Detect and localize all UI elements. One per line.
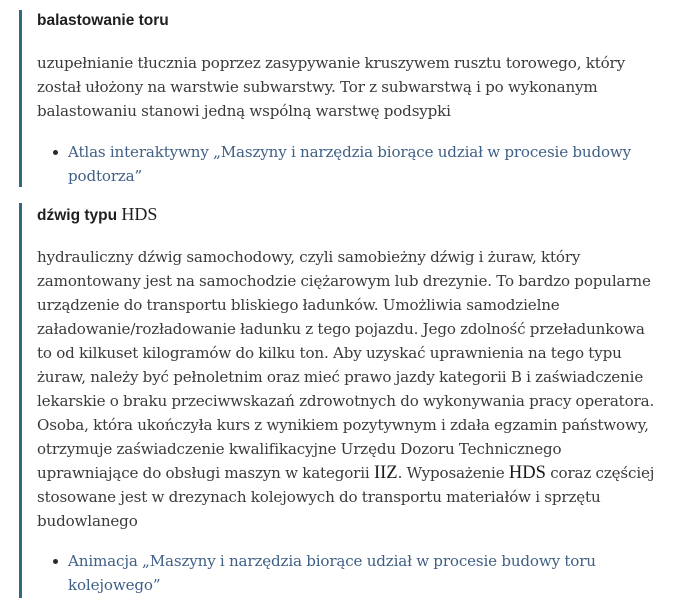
glossary-definition: [37, 245, 659, 533]
term-prefix: dźwig typu: [37, 207, 122, 224]
definition-text: . Wyposażenie: [397, 464, 509, 482]
glossary-term: balastowanie toru: [37, 12, 169, 29]
list-item: [37, 140, 659, 188]
related-links-list: [37, 549, 659, 597]
glossary-term: [37, 203, 659, 227]
bullet-icon: [53, 150, 58, 155]
glossary-entry-balastowanie-toru: [19, 10, 659, 187]
glossary-definition: uzupełnianie tłucznia poprzez zasypywanie kruszywem rusztu torowego, który został ułożony na warstwie subwarstwy. Tor z subwarstwą i po wykonanym balastowaniu stanowi jedną wspólną warstwę podsypki: [37, 54, 625, 120]
atlas-interaktywny-link[interactable]: Atlas interaktywny „Maszyny i narzędzia biorące udział w procesie budowy podtorza”: [68, 143, 632, 185]
term-abbreviation: HDS: [121, 204, 158, 224]
list-item: [37, 549, 659, 597]
definition-text: hydrauliczny dźwig samochodowy, czyli samobieżny dźwig i żuraw, który zamontowany jest na samochodzie ciężarowym lub drezynie. To bardzo popularne urządzenie do transportu bliskiego ładunków. Umożliwia samodzielne załadowanie/rozładowanie ładunku z tego pojazdu. Jego zdolność przeładunkowa to od kilkuset kilogramów do kilku ton. Aby uzyskać uprawnienia na tego typu żuraw, należy być pełnoletnim oraz mieć prawo jazdy kategorii B i zaświadczenie lekarskie o braku przeciwwskazań zdrowotnych do wykonywania pracy operatora. Osoba, która ukończyła kurs z wynikiem pozytywnym i zdała egzamin państwowy, otrzymuje zaświadczenie kwalifikacyjne Urzędu Dozoru Technicznego uprawniające do obsługi maszyn w kategorii: [37, 248, 655, 482]
related-links-list: [37, 140, 659, 188]
animacja-link[interactable]: Animacja „Maszyny i narzędzia biorące udział w procesie budowy toru kolejowego”: [68, 552, 596, 594]
glossary-entry-dzwig-hds: [19, 203, 659, 598]
abbreviation-hds: HDS: [508, 463, 546, 483]
abbreviation-iiz: IIZ: [373, 463, 398, 483]
bullet-icon: [53, 559, 58, 564]
definition-text: coraz częściej stosowane jest w drezynach kolejowych do transportu materiałów i sprzętu budowlanego: [37, 464, 655, 530]
